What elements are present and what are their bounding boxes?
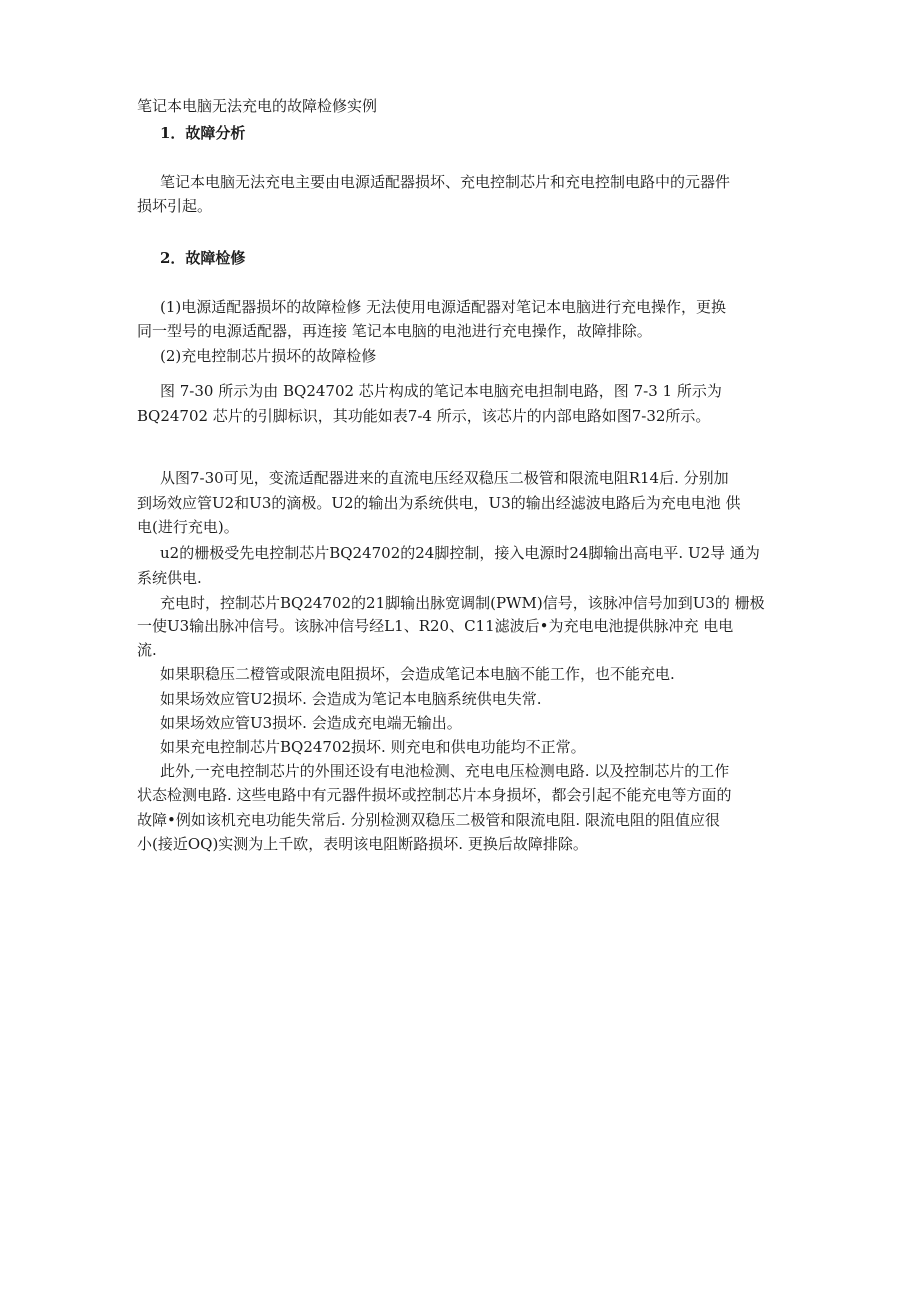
paragraph-line: 充电时，控制芯片BQ24702的21脚输出脉宽调制(PWM)信号，该脉冲信号加到U3的 栅极 bbox=[160, 594, 765, 612]
paragraph-line: BQ24702 芯片的引脚标识，其功能如表7-4 所示，该芯片的内部电路如图7-32所示。 bbox=[137, 407, 711, 425]
paragraph-line: 到场效应管U2和U3的滴极。U2的输出为系统供电，U3的输出经滤波电路后为充电电池 供 bbox=[137, 494, 741, 512]
paragraph-line: 故障•例如该机充电功能失常后. 分别检测双稳压二极管和限流电阻. 限流电阻的阻值应很 bbox=[137, 811, 720, 829]
paragraph-line: u2的栅极受先电控制芯片BQ24702的24脚控制，接入电源时24脚输出高电平. U2导 通为 bbox=[160, 544, 760, 562]
paragraph-line: 图 7-30 所示为由 BQ24702 芯片构成的笔记本电脑充电担制电路，图 7-3 1 所示为 bbox=[160, 382, 722, 400]
paragraph-line: 状态检测电路. 这些电路中有元器件损坏或控制芯片本身损坏，都会引起不能充电等方面的 bbox=[137, 786, 732, 804]
paragraph-line: 同一型号的电源适配器，再连接 笔记本电脑的电池进行充电操作，故障排除。 bbox=[137, 322, 652, 340]
paragraph-line: 一使U3输出脉冲信号。该脉冲信号经L1、R20、C11滤波后•为充电电池提供脉冲充 电电 bbox=[137, 617, 734, 635]
section-heading-analysis: 1．故障分析 bbox=[160, 124, 246, 142]
subsection-heading: (2)充电控制芯片损坏的故障检修 bbox=[160, 347, 377, 365]
paragraph-line: 如果场效应管U2损坏. 会造成为笔记本电脑系统供电失常. bbox=[160, 690, 542, 708]
paragraph-line: 笔记本电脑无法充电主要由电源适配器损坏、充电控制芯片和充电控制电路中的元器件 bbox=[160, 173, 731, 191]
paragraph-line: 如果职稳压二橙管或限流电阻损坏，会造成笔记本电脑不能工作，也不能充电. bbox=[160, 665, 675, 683]
paragraph-line: 电(进行充电)。 bbox=[137, 518, 239, 536]
paragraph-line: 此外,一充电控制芯片的外围还设有电池检测、充电电压检测电路. 以及控制芯片的工作 bbox=[160, 762, 730, 780]
paragraph-line: 如果充电控制芯片BQ24702损坏. 则充电和供电功能均不正常。 bbox=[160, 738, 586, 756]
section-heading-repair: 2．故障检修 bbox=[160, 249, 246, 267]
document-title: 笔记本电脑无法充电的故障检修实例 bbox=[137, 97, 378, 115]
paragraph-line: 系统供电. bbox=[137, 569, 202, 587]
paragraph-line: 流. bbox=[137, 641, 157, 659]
paragraph-line: 小(接近OQ)实测为上千欧，表明该电阻断路损坏. 更换后故障排除。 bbox=[137, 835, 588, 853]
paragraph-line: 如果场效应管U3损坏. 会造成充电端无输出。 bbox=[160, 714, 462, 732]
paragraph-line: 损坏引起。 bbox=[137, 197, 213, 215]
paragraph-line: (1)电源适配器损坏的故障检修 无法使用电源适配器对笔记本电脑进行充电操作，更换 bbox=[160, 298, 727, 316]
paragraph-line: 从图7-30可见，变流适配器进来的直流电压经双稳压二极管和限流电阻R14后. 分别加 bbox=[160, 469, 729, 487]
